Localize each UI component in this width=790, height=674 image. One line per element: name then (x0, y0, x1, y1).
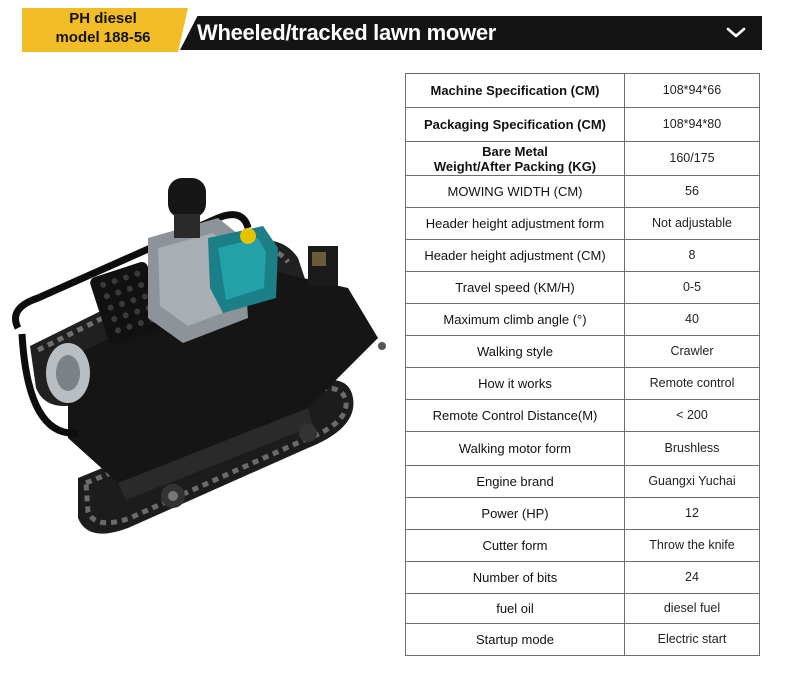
table-row (406, 108, 760, 142)
table-row (406, 432, 760, 466)
chevron-down-icon[interactable] (726, 26, 746, 40)
spec-value: diesel fuel (625, 594, 760, 624)
model-line-2: model 188-56 (55, 29, 151, 46)
spec-value: 0-5 (625, 272, 760, 304)
spec-label: Engine brand (406, 466, 625, 498)
spec-label: Header height adjustment (CM) (406, 240, 625, 272)
spec-value: Electric start (625, 624, 760, 656)
spec-value: 56 (625, 176, 760, 208)
spec-value: Not adjustable (625, 208, 760, 240)
spec-label (406, 142, 625, 176)
table-row (406, 336, 760, 368)
spec-value: Throw the knife (625, 530, 760, 562)
spec-value: < 200 (625, 400, 760, 432)
table-row (406, 74, 760, 108)
spec-value: Guangxi Yuchai (625, 466, 760, 498)
spec-label: Remote Control Distance(M) (406, 400, 625, 432)
table-row (406, 142, 760, 176)
spec-label: Packaging Specification (CM) (406, 108, 625, 142)
table-row (406, 624, 760, 656)
spec-value: Remote control (625, 368, 760, 400)
spec-value: 108*94*80 (625, 108, 760, 142)
spec-label: Power (HP) (406, 498, 625, 530)
model-badge-text (28, 9, 178, 47)
table-row (406, 208, 760, 240)
spec-label: Machine Specification (CM) (406, 74, 625, 108)
spec-label: Maximum climb angle (°) (406, 304, 625, 336)
spec-label-line-1: Bare Metal (482, 143, 548, 159)
page-title: Wheeled/tracked lawn mower (197, 20, 497, 45)
table-row (406, 530, 760, 562)
tracked-lawn-mower-photo (8, 178, 400, 550)
spec-label: Cutter form (406, 530, 625, 562)
table-row (406, 304, 760, 336)
table-row (406, 594, 760, 624)
table-row (406, 498, 760, 530)
table-row (406, 400, 760, 432)
spec-label: Startup mode (406, 624, 625, 656)
spec-value: 40 (625, 304, 760, 336)
spec-label-line-2: Weight/After Packing (KG) (433, 158, 597, 174)
spec-value: 108*94*66 (625, 74, 760, 108)
spec-label: Walking style (406, 336, 625, 368)
spec-value: Brushless (625, 432, 760, 466)
spec-label: Travel speed (KM/H) (406, 272, 625, 304)
spec-label: MOWING WIDTH (CM) (406, 176, 625, 208)
spec-label: How it works (406, 368, 625, 400)
table-row (406, 240, 760, 272)
table-row (406, 562, 760, 594)
spec-value: 160/175 (625, 142, 760, 176)
table-row (406, 466, 760, 498)
table-row (406, 272, 760, 304)
spec-value: 12 (625, 498, 760, 530)
spec-value: Crawler (625, 336, 760, 368)
spec-table (405, 73, 760, 656)
table-row (406, 368, 760, 400)
table-row (406, 176, 760, 208)
spec-value: 24 (625, 562, 760, 594)
spec-label: Walking motor form (406, 432, 625, 466)
spec-label: Number of bits (406, 562, 625, 594)
model-line-1: PH diesel (69, 10, 137, 27)
spec-label: fuel oil (406, 594, 625, 624)
spec-value: 8 (625, 240, 760, 272)
spec-label: Header height adjustment form (406, 208, 625, 240)
